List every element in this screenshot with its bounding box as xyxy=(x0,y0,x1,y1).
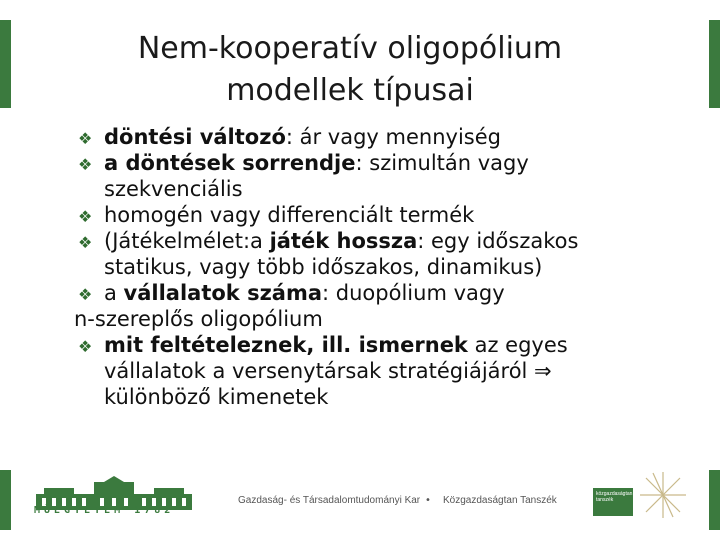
bullet-continuation: statikus, vagy több időszakos, dinamikus) xyxy=(104,255,543,279)
right-accent-bar xyxy=(709,20,720,108)
bullet-bold: mit feltételeznek, ill. ismernek xyxy=(104,333,468,357)
bullet-item xyxy=(78,124,698,150)
bullet-continuation: különböző kimenetek xyxy=(104,385,329,409)
bullet-item xyxy=(78,280,698,306)
diamond-bullet-icon: ❖ xyxy=(78,337,93,356)
faculty-name: Gazdaság- és Társadalomtudományi Kar xyxy=(238,495,421,506)
bullet-text: : egy időszakos xyxy=(417,229,579,253)
slide-title xyxy=(90,28,610,112)
bullet-continuation: vállalatok a versenytársak stratégiájáról ⇒ xyxy=(104,359,552,383)
bullet-text: homogén vagy differenciált termék xyxy=(104,203,475,227)
bullet-wrap-line: n-szereplős oligopólium xyxy=(74,307,323,331)
bullet-text: : szimultán vagy xyxy=(355,151,529,175)
bullet-bold: játék hossza xyxy=(269,229,418,253)
department-badge: közgazdaságtan tanszék xyxy=(593,488,633,516)
left-accent-bar xyxy=(0,20,11,108)
bullet-text: : duopólium vagy xyxy=(322,281,505,305)
bullet-item xyxy=(78,150,698,202)
bullet-item xyxy=(78,228,698,280)
left-footer-bar xyxy=(0,470,11,530)
bullet-continuation: szekvenciális xyxy=(104,177,243,201)
title-line-1: Nem-kooperatív oligopólium xyxy=(137,31,563,66)
bullet-text: az egyes xyxy=(467,333,568,357)
bullet-bold: a döntések sorrendje xyxy=(104,151,356,175)
bullet-list xyxy=(74,124,698,410)
bullet-text-pre: a xyxy=(104,281,124,305)
diamond-bullet-icon: ❖ xyxy=(78,207,93,226)
diamond-bullet-icon: ❖ xyxy=(78,233,93,252)
bullet-bold: vállalatok száma xyxy=(123,281,323,305)
diamond-bullet-icon: ❖ xyxy=(78,129,93,148)
logo-caption: MŰEGYETEM 1782 xyxy=(34,505,175,516)
bullet-item xyxy=(78,202,698,228)
bullet-text-pre: (Játékelmélet:a xyxy=(104,229,270,253)
footer-separator: • xyxy=(425,495,431,506)
bullet-item xyxy=(78,332,698,410)
title-line-2: modellek típusai xyxy=(226,73,474,108)
department-name: Közgazdaságtan Tanszék xyxy=(443,495,557,506)
diamond-bullet-icon: ❖ xyxy=(78,155,93,174)
star-logo-icon xyxy=(638,470,688,520)
bullet-text: : ár vagy mennyiség xyxy=(285,125,501,149)
right-footer-bar xyxy=(709,470,720,530)
diamond-bullet-icon: ❖ xyxy=(78,285,93,304)
bullet-bold: döntési változó xyxy=(104,125,286,149)
